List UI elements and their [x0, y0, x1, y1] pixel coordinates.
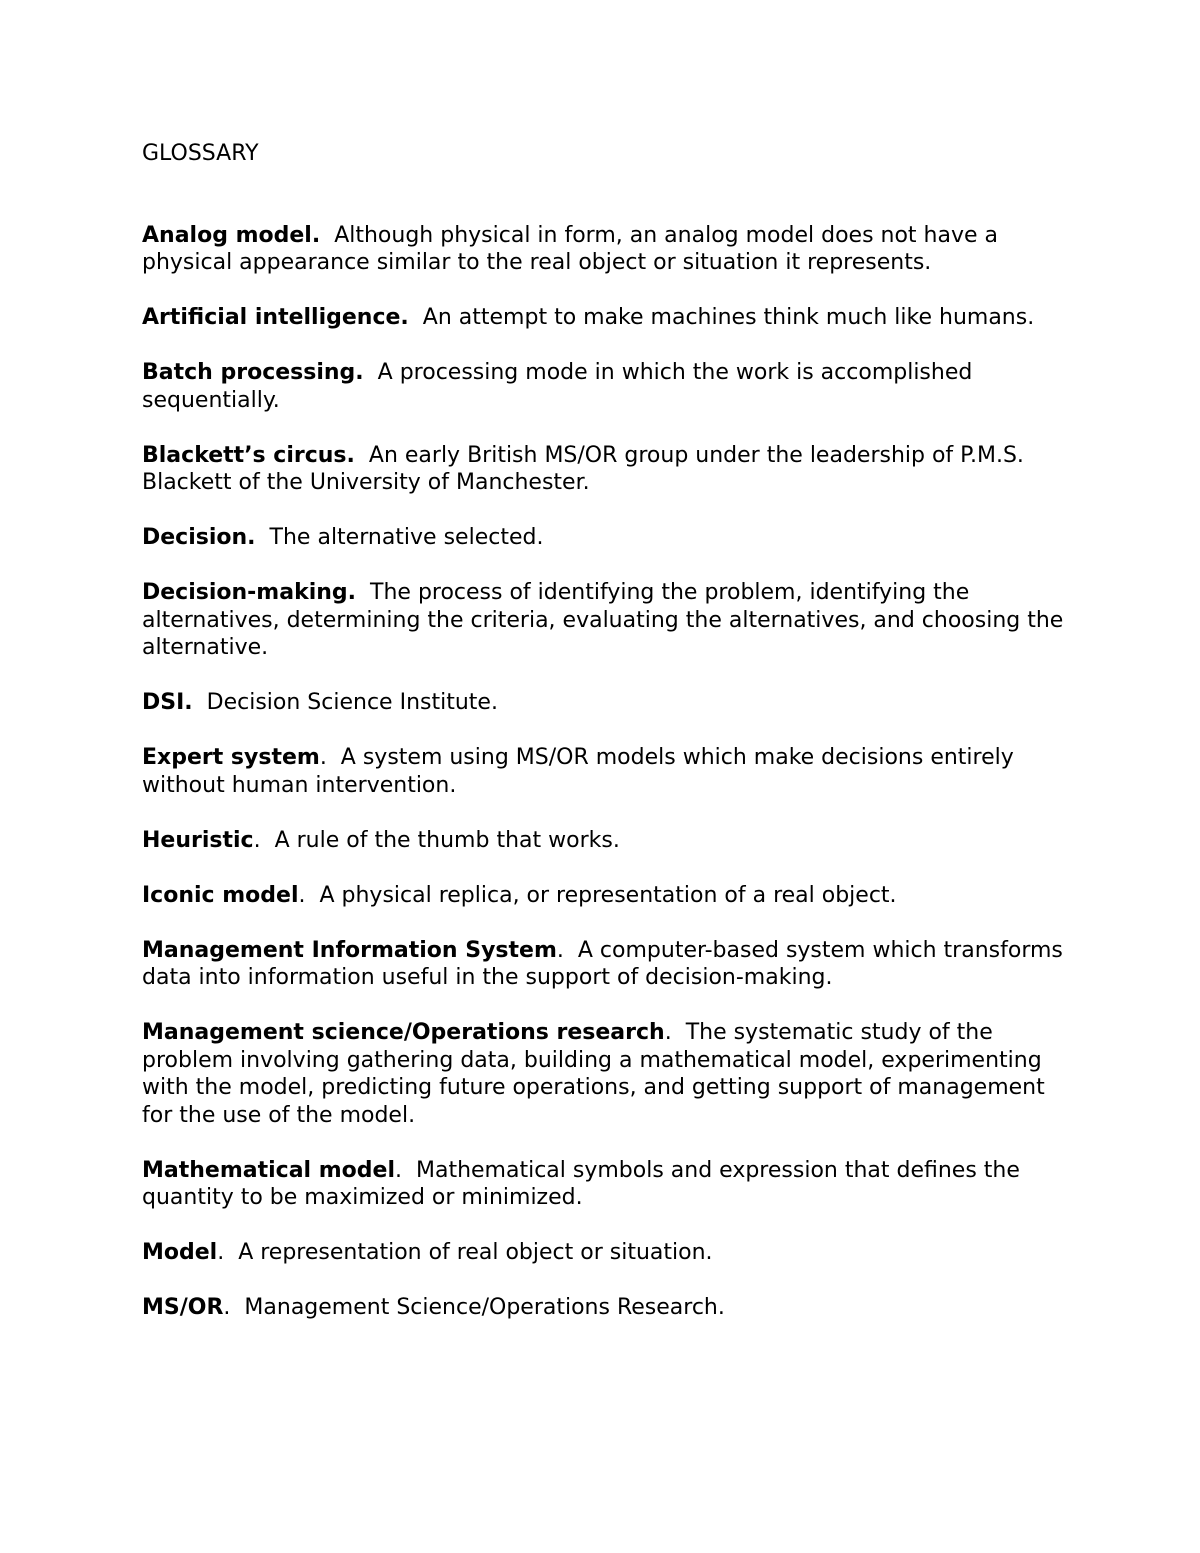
glossary-definition: An attempt to make machines think much like humans. — [422, 305, 1035, 330]
term-separator — [356, 580, 370, 605]
term-separator — [409, 305, 423, 330]
glossary-entry — [142, 744, 1072, 799]
glossary-definition: The systematic study of the problem involving gathering data, building a mathematical model, experimenting with the model, predicting future operations, and getting support of management for the use of the model. — [142, 1020, 1045, 1128]
term-separator: . — [556, 937, 578, 963]
glossary-definition: The process of identifying the problem, identifying the alternatives, determining the criteria, evaluating the alternatives, and choosing the alternative. — [142, 580, 1064, 660]
glossary-definition: A rule of the thumb that works. — [274, 827, 620, 853]
glossary-entry — [142, 442, 1072, 497]
glossary-definition: An early British MS/OR group under the leadership of P.M.S. Blackett of the University of Manchester. — [142, 442, 1024, 495]
glossary-term: Mathematical model — [142, 1157, 395, 1183]
glossary-term: Blackett’s circus. — [142, 442, 355, 468]
glossary-term: Model — [142, 1240, 218, 1265]
glossary-definition: A representation of real object or situation. — [238, 1240, 713, 1265]
glossary-definition: Management Science/Operations Research. — [244, 1295, 725, 1320]
glossary-definition: A computer-based system which transforms data into information useful in the support of decision-making. — [142, 937, 1063, 990]
glossary-list — [142, 222, 1072, 1322]
term-separator — [355, 443, 369, 468]
glossary-entry — [142, 1239, 1072, 1267]
glossary-entry — [142, 222, 1072, 277]
glossary-entry — [142, 1019, 1072, 1129]
term-separator — [320, 223, 334, 248]
term-separator: . — [253, 827, 275, 853]
term-separator: . — [319, 745, 341, 770]
glossary-term: Batch processing. — [142, 360, 364, 385]
term-separator: . — [664, 1020, 686, 1045]
document-title: GLOSSARY — [142, 141, 259, 166]
glossary-entry — [142, 359, 1072, 414]
glossary-term: Analog model. — [142, 222, 321, 248]
glossary-entry — [142, 937, 1072, 992]
glossary-term: Expert system — [142, 745, 320, 770]
glossary-term: Management science/Operations research — [142, 1020, 665, 1045]
glossary-entry — [142, 524, 1072, 552]
glossary-definition: A physical replica, or representation of a real object. — [319, 882, 897, 908]
glossary-definition: A processing mode in which the work is accomplished sequentially. — [142, 360, 973, 413]
glossary-term: Heuristic — [142, 827, 254, 853]
document-body — [142, 140, 1072, 1349]
term-separator — [256, 525, 270, 550]
glossary-definition: Decision Science Institute. — [206, 690, 498, 715]
glossary-definition: Mathematical symbols and expression that defines the quantity to be maximized or minimized. — [142, 1157, 1020, 1210]
glossary-term: DSI. — [142, 690, 193, 715]
term-separator: . — [223, 1295, 245, 1320]
glossary-term: Decision. — [142, 525, 256, 550]
glossary-entry — [142, 689, 1072, 717]
glossary-definition: The alternative selected. — [269, 525, 544, 550]
glossary-definition: Although physical in form, an analog model does not have a physical appearance similar to the real object or situation it represents. — [142, 222, 998, 275]
glossary-entry — [142, 882, 1072, 910]
glossary-term: MS/OR — [142, 1295, 224, 1320]
glossary-term: Artificial intelligence. — [142, 305, 409, 330]
term-separator: . — [395, 1157, 416, 1183]
glossary-term: Management Information System — [142, 937, 557, 963]
glossary-entry — [142, 827, 1072, 855]
term-separator: . — [298, 882, 320, 908]
term-separator: . — [217, 1240, 239, 1265]
glossary-term: Decision-making. — [142, 580, 357, 605]
glossary-definition: A system using MS/OR models which make decisions entirely without human intervention. — [142, 745, 1014, 798]
glossary-term: Iconic model — [142, 882, 299, 908]
glossary-entry — [142, 579, 1072, 662]
glossary-entry — [142, 1157, 1072, 1212]
term-separator — [364, 360, 378, 385]
term-separator — [193, 690, 207, 715]
glossary-entry — [142, 1294, 1072, 1322]
glossary-entry — [142, 304, 1072, 332]
